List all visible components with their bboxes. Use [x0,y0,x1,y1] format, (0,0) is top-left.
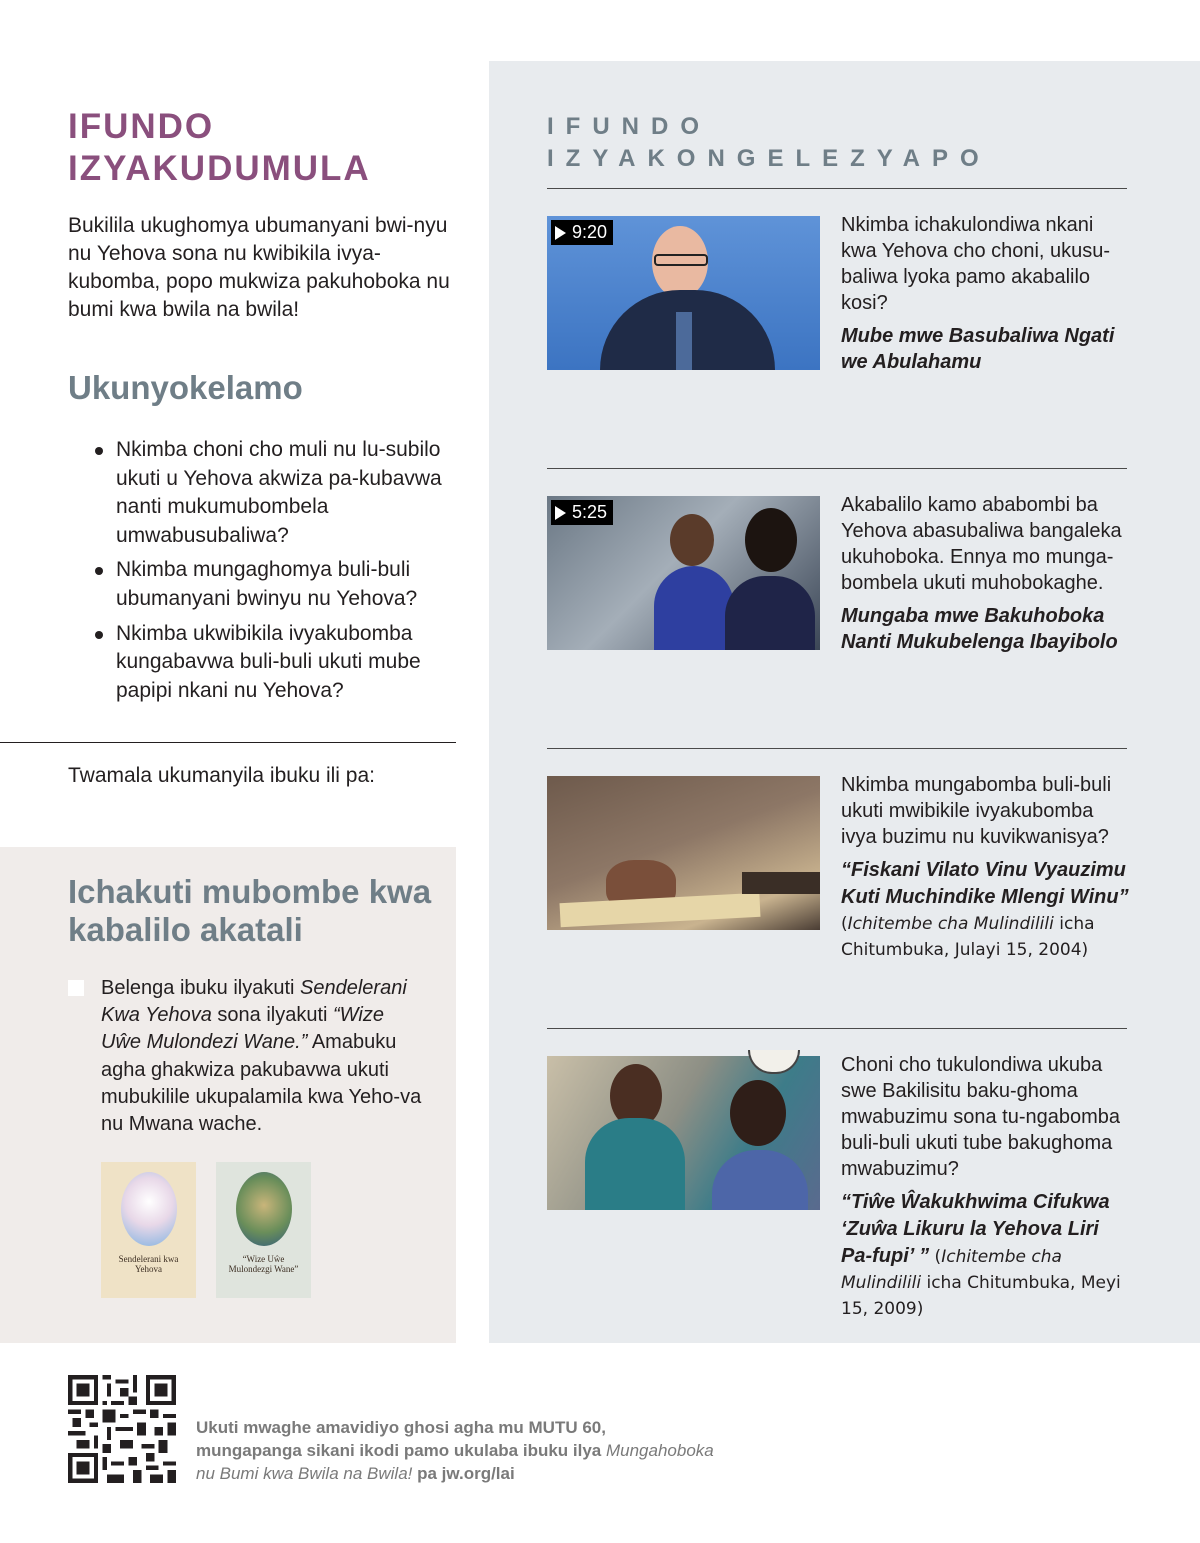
article-reference[interactable]: “Tiŵe Ŵakukhwima Cifukwa ‘Zuŵa Likuru la Yehova Liri Pa-fupi’ ” (Ichitembe cha Mulindilili icha Chitumbuka, Meyi 15, 2009) [841,1191,1121,1319]
study-question: Nkimba ichakulondiwa nkani kwa Yehova cho choni, ukusu-baliwa lyoka pamo akabalilo kosi? [841,214,1111,314]
summary-question: Nkimba mungaghomya buli-buli ubumanyani bwinyu nu Yehova? [92,556,462,613]
qr-code-icon[interactable] [68,1375,176,1483]
footer-note: Ukuti mwaghe amavidiyo ghosi agha mu MUTU 60, mungapanga sikani ikodi pamo ukulaba ibuku ilya Mungahoboka nu Bumi kwa Bwila na Bwila! pa jw.org/lai [196,1418,714,1483]
video-title-link[interactable]: Mungaba mwe Bakuhoboka Nanti Mukubelenga Ibayibolo [841,605,1118,653]
study-question: Nkimba mungabomba buli-buli ukuti mwibikile ivyakubomba ivya buzimu nu kuvikwanisya? [841,774,1112,848]
cover-art [236,1172,292,1246]
study-question: Akabalilo kamo ababombi ba Yehova abasubaliwa bangaleka ukuhoboka. Ennya mo munga-bombela ukuti muhobokaghe. [841,494,1122,594]
book-cover-wize-uwe[interactable] [216,1162,311,1298]
duration-badge: 5:25 [551,500,613,525]
book-cover-title: Sendelerani kwa Yehova [118,1254,179,1274]
summary-questions [92,436,462,711]
cover-art [121,1172,177,1246]
speaker-illustration [654,254,708,266]
divider [547,188,1127,189]
nurses-illustration [585,1118,685,1210]
book-cover-title: “Wize Uŵe Mulondezgi Wane” [228,1254,299,1274]
task-heading: Ichakuti mubombe kwa kabalilo akatali [68,873,432,948]
review-heading: IFUNDO IZYAKUDUMULA [68,107,371,188]
divider [547,468,1127,469]
study-heading: IFUNDO IZYAKONGELEZYAPO [547,113,991,172]
audience-illustration [654,566,734,650]
study-question: Choni cho tukulondiwa ukuba swe Bakilisitu baku-ghoma mwabuzimu sona tu-ngabomba buli-buli ukuti tube bakughoma mwabuzimu? [841,1054,1121,1180]
checkbox-icon[interactable] [68,980,84,996]
writing-illustration [742,872,820,894]
audience-illustration [725,576,815,650]
audience-illustration [670,514,714,566]
summary-question: Nkimba choni cho muli nu lu-subilo ukuti u Yehova akwiza pa-kubavwa nanti mukumubombela umwabusubaliwa? [92,436,462,550]
speaker-illustration [676,312,692,370]
task-item [68,975,428,1138]
review-intro: Bukilila ukughomya ubumanyani bwi-nyu nu Yehova sona nu kwibikila ivya-kubomba, popo mukwiza pakuhoboka nu bumi kwa bwila na bwila! [68,214,450,321]
book-cover-sendelerani[interactable] [101,1162,196,1298]
task-text: Belenga ibuku ilyakuti Sendelerani Kwa Yehova sona ilyakuti “Wize Uŵe Mulondezi Wane.” Amabuku agha ghakwiza pakubavwa ukuti mubukilile ukupalamila kwa Yeho-va nu Mwana wache. [101,977,422,1136]
nurses-illustration [730,1080,786,1146]
divider [0,742,456,743]
video-title-link[interactable]: Mube mwe Basubaliwa Ngati we Abulahamu [841,325,1115,373]
play-icon [555,226,566,240]
summary-question: Nkimba ukwibikila ivyakubomba kungabavwa buli-buli ukuti mube papipi nkani nu Yehova? [92,620,462,706]
audience-illustration [745,508,797,572]
play-icon [555,506,566,520]
divider [547,1028,1127,1029]
summary-heading: Ukunyokelamo [68,369,303,406]
article-reference[interactable]: “Fiskani Vilato Vinu Vyauzimu Kuti Muchindike Mlengi Winu” (Ichitembe cha Mulindilili icha Chitumbuka, Julayi 15, 2004) [841,859,1129,960]
completed-label: Twamala ukumanyila ibuku ili pa: [68,764,375,787]
duration-badge: 9:20 [551,220,613,245]
divider [547,748,1127,749]
